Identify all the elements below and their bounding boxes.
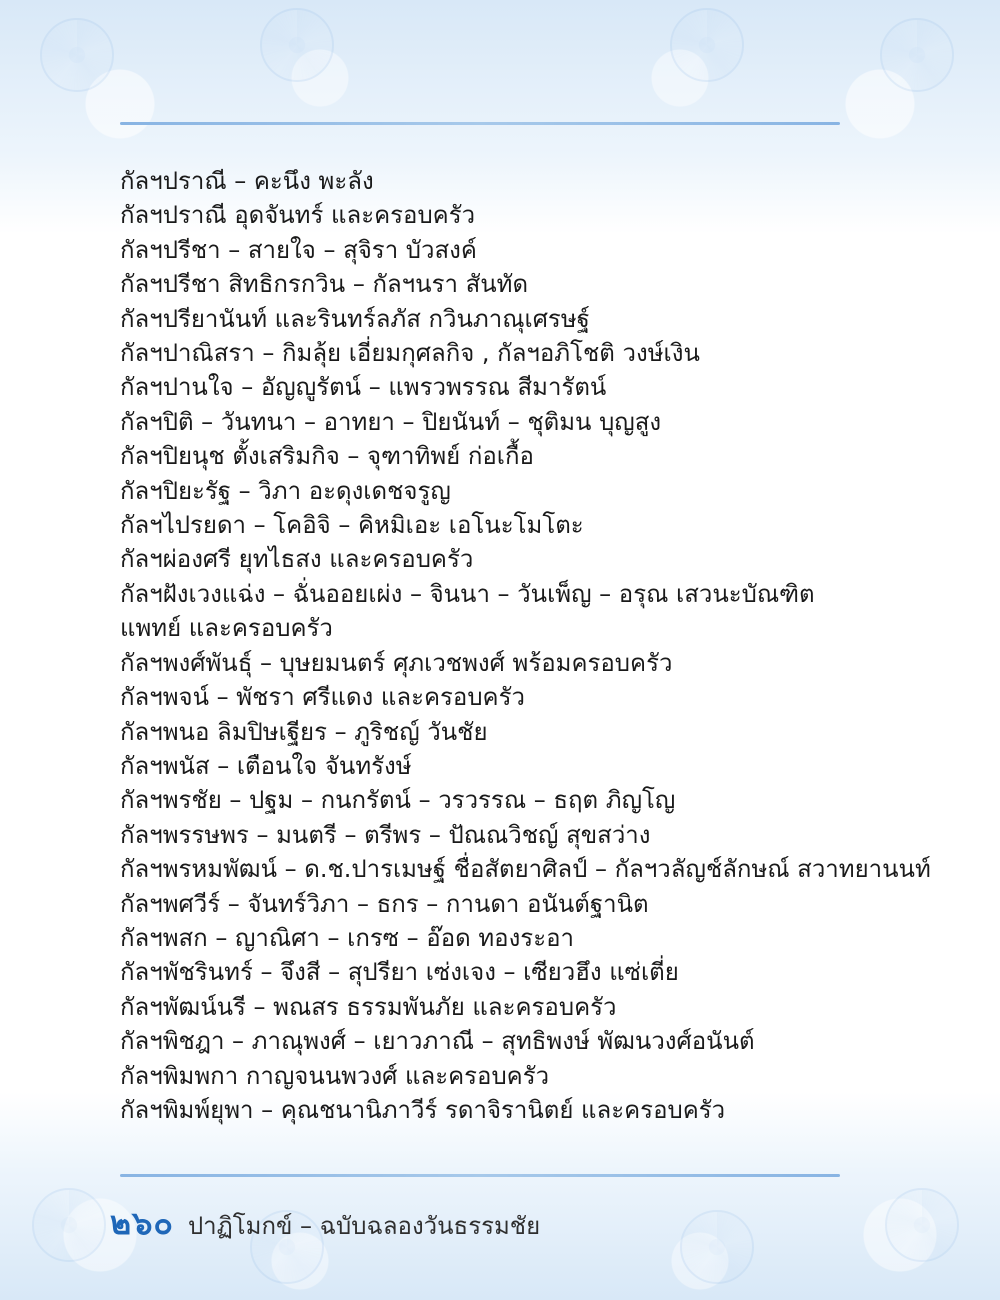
- list-item: กัลฯพศวีร์ – จันทร์วิภา – ธกร – กานดา อนันต์ฐานิต: [120, 889, 649, 918]
- list-item: กัลฯปานใจ – อัญญูรัตน์ – แพรวพรรณ สีมารัตน์: [120, 373, 607, 402]
- list-item: กัลฯผ่องศรี ยุทไธสง และครอบครัว: [120, 545, 474, 574]
- top-right-ornament: [880, 18, 954, 92]
- list-item: กัลฯพิชฎา – ภาณุพงศ์ – เยาวภาณี – สุทธิพงษ์ พัฒนวงศ์อนันต์: [120, 1027, 755, 1056]
- list-item: กัลฯพนอ ลิมปิษเฐียร – ภูริชญ์ วันชัย: [120, 717, 488, 746]
- list-item: กัลฯพรรษพร – มนตรี – ตรีพร – ปัณณวิชญ์ สุขสว่าง: [120, 820, 651, 849]
- list-item: กัลฯปราณี อุดจันทร์ และครอบครัว: [120, 201, 476, 230]
- name-list: [120, 164, 931, 1127]
- page-footer: [110, 1198, 540, 1249]
- list-item: กัลฯพัฒน์นรี – พณสร ธรรมพันภัย และครอบครัว: [120, 992, 617, 1021]
- list-item: กัลฯพจน์ – พัชรา ศรีแดง และครอบครัว: [120, 683, 525, 712]
- top-left-ornament: [40, 18, 114, 92]
- list-item: กัลฯปรีชา สิทธิกรกวิน – กัลฯนรา สันทัด: [120, 270, 529, 299]
- list-item: กัลฯพงศ์พันธุ์ – บุษยมนตร์ ศุภเวชพงศ์ พร้อมครอบครัว: [120, 648, 673, 677]
- list-item: กัลฯพิมพกา กาญจนนพวงศ์ และครอบครัว: [120, 1061, 550, 1090]
- list-item: กัลฯปรียานันท์ และรินทร์ลภัส กวินภาณุเศรษฐ์: [120, 304, 590, 333]
- top-divider: [120, 122, 840, 125]
- list-item: กัลฯปิยนุช ตั้งเสริมกิจ – จุฑาทิพย์ ก่อเกื้อ: [120, 442, 534, 471]
- top-center-left-ornament: [260, 8, 334, 82]
- bottom-right-ornament: [885, 1188, 959, 1262]
- list-item: กัลฯปรีชา – สายใจ – สุจิรา บัวสงค์: [120, 235, 477, 264]
- list-item: กัลฯพรหมพัฒน์ – ด.ช.ปารเมษฐ์ ชื่อสัตยาศิลป์ – กัลฯวลัญช์ลักษณ์ สวาทยานนท์: [120, 855, 931, 884]
- list-item: กัลฯพนัส – เตือนใจ จันทรังษ์: [120, 751, 412, 780]
- list-item: กัลฯไปรยดา – โคอิจิ – คิหมิเอะ เอโนะโมโตะ: [120, 511, 584, 540]
- book-title: ปาฏิโมกข์ – ฉบับฉลองวันธรรมชัย: [187, 1212, 541, 1240]
- bottom-center-right-ornament: [680, 1210, 754, 1284]
- list-item: กัลฯพัชรินทร์ – จึงสี – สุปรียา เซ่งเจง – เซียวฮึง แซ่เตี่ย: [120, 958, 679, 987]
- list-item: กัลฯปราณี – คะนึง พะลัง: [120, 167, 374, 195]
- content-area: [120, 164, 931, 1127]
- list-item: กัลฯปิยะรัฐ – วิภา อะดุงเดชจรูญ: [120, 476, 451, 505]
- list-item: กัลฯปาณิสรา – กิมลุ้ย เอี่ยมกุศลกิจ , กัลฯอภิโชติ วงษ์เงิน: [120, 339, 700, 368]
- bottom-divider: [120, 1174, 840, 1177]
- list-item: กัลฯพสก – ญาณิศา – เกรซ – อ๊อด ทองระอา: [120, 923, 574, 952]
- page-number: ๒๖๐: [110, 1204, 174, 1242]
- list-item: กัลฯฝังเวงแฉ่ง – ฉั่นออยเผ่ง – จินนา – วันเพ็ญ – อรุณ เสวนะบัณฑิตแพทย์ และครอบครัว: [120, 579, 815, 643]
- list-item: กัลฯปิติ – วันทนา – อาทยา – ปิยนันท์ – ชุติมน บุญสูง: [120, 407, 662, 436]
- list-item: กัลฯพรชัย – ปฐม – กนกรัตน์ – วรวรรณ – ธฤต ภิญโญ: [120, 786, 676, 815]
- bottom-left-ornament: [32, 1188, 106, 1262]
- list-item: กัลฯพิมพ์ยุพา – คุณชนานิภาวีร์ รดาจิรานิตย์ และครอบครัว: [120, 1095, 726, 1124]
- top-center-right-ornament: [670, 8, 744, 82]
